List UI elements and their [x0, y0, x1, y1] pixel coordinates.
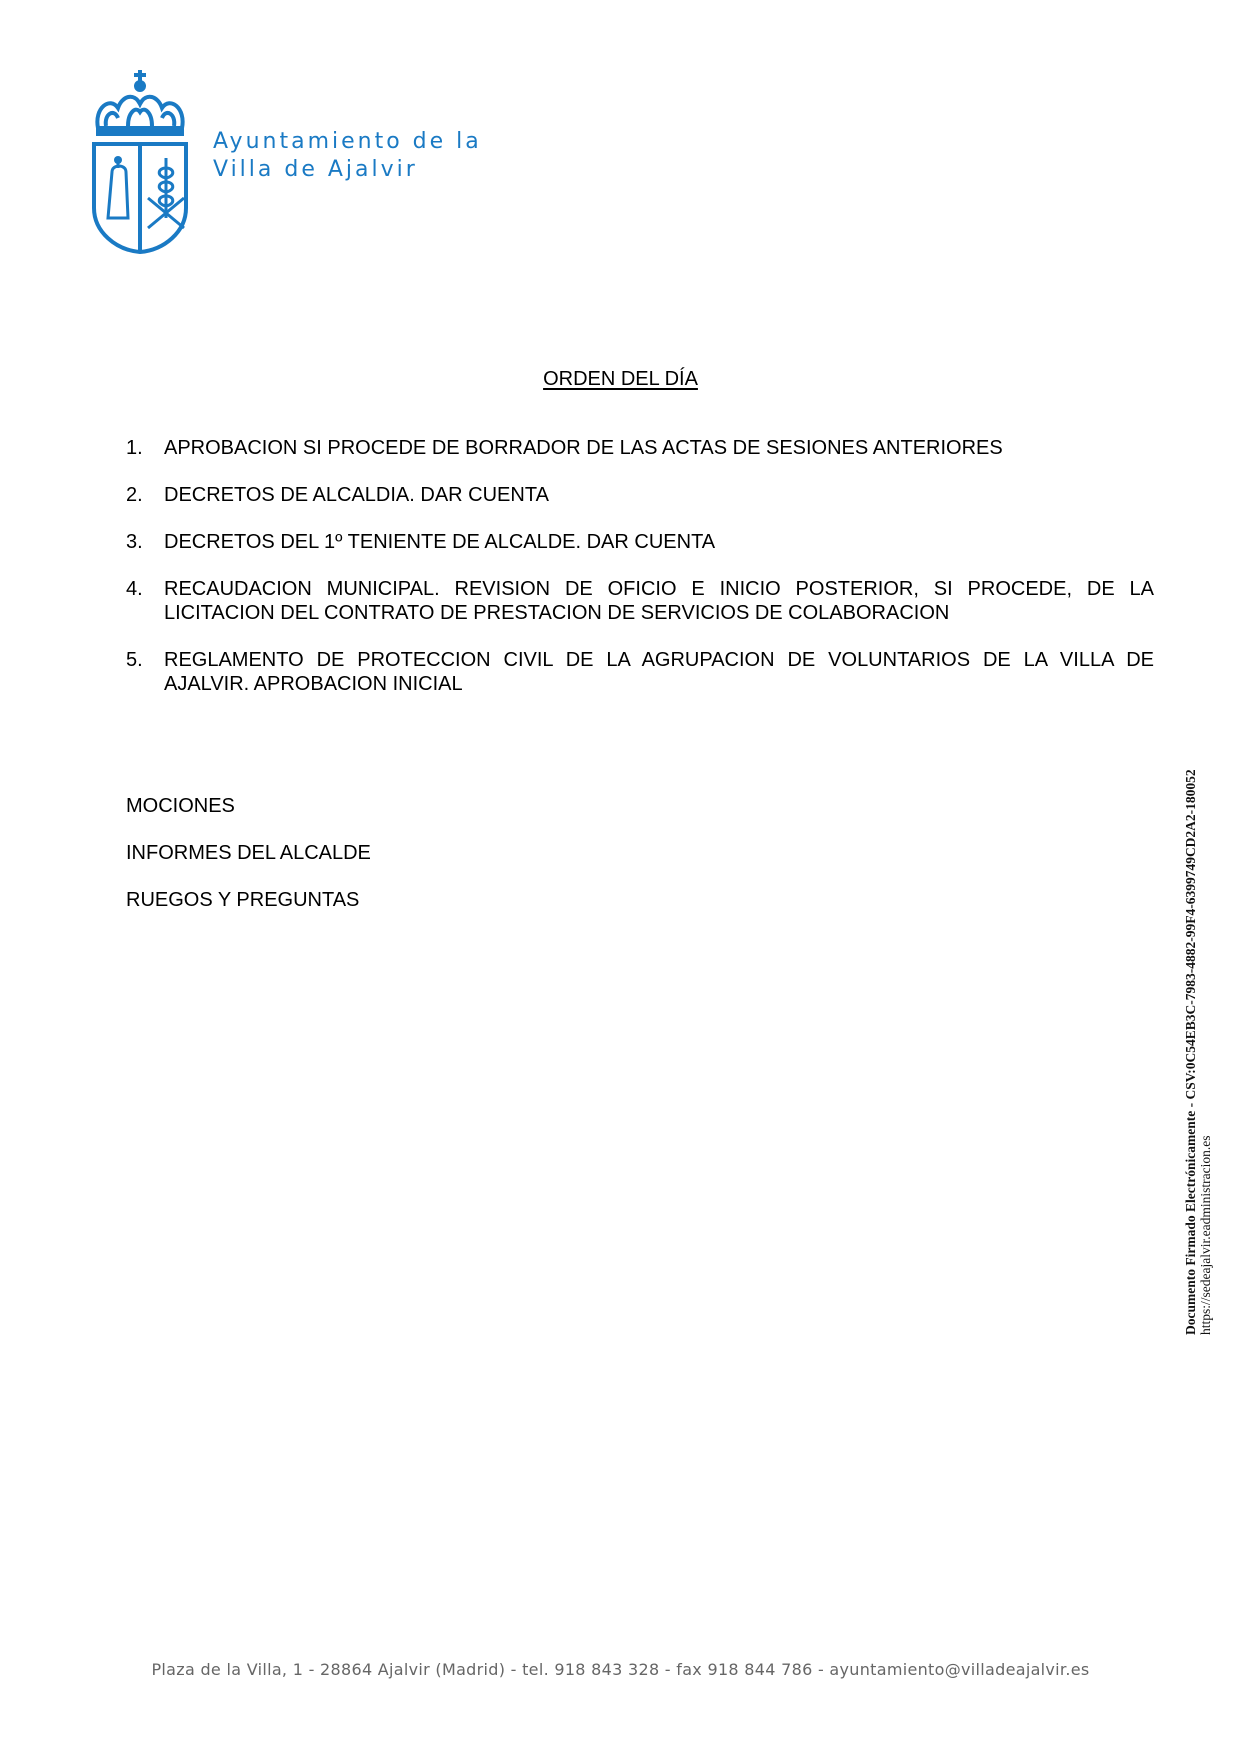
other-item: RUEGOS Y PREGUNTAS	[126, 889, 360, 911]
agenda-item-text: DECRETOS DEL 1º TENIENTE DE ALCALDE. DAR CUENTA	[164, 531, 716, 553]
agenda-item-text: APROBACION SI PROCEDE DE BORRADOR DE LAS ACTAS DE SESIONES ANTERIORES	[164, 437, 1003, 459]
agenda-item	[126, 436, 1154, 460]
agenda-item-number: 3.	[126, 531, 143, 553]
page-title: ORDEN DEL DÍA	[543, 368, 698, 390]
other-item: MOCIONES	[126, 795, 235, 817]
other-items-list	[126, 794, 371, 935]
other-item: INFORMES DEL ALCALDE	[126, 842, 371, 864]
agenda-item-number: 5.	[126, 649, 143, 671]
agenda-item-number: 2.	[126, 484, 143, 506]
agenda-item-text: DECRETOS DE ALCALDIA. DAR CUENTA	[164, 484, 549, 506]
signature-url: https://sedeajalvir.eadministracion.es	[1198, 1135, 1213, 1335]
agenda-item-number: 4.	[126, 578, 143, 600]
organization-name	[213, 128, 482, 184]
electronic-signature-note	[1183, 715, 1213, 1335]
agenda-item-text: REGLAMENTO DE PROTECCION CIVIL DE LA AGRUPACION DE VOLUNTARIOS DE LA VILLA DE AJALVIR. APROBACION INICIAL	[164, 649, 1154, 695]
agenda-item	[126, 648, 1154, 696]
agenda-item	[126, 577, 1154, 625]
signature-csv: Documento Firmado Electrónicamente - CSV:0C54EB3C-7983-4882-99F4-6399749CD2A2-180052	[1183, 769, 1198, 1335]
footer-contact: Plaza de la Villa, 1 - 28864 Ajalvir (Madrid) - tel. 918 843 328 - fax 918 844 786 - ayuntamiento@villadeajalvir.es	[151, 1660, 1090, 1679]
agenda-item-number: 1.	[126, 437, 143, 459]
agenda-list	[126, 436, 1154, 719]
coat-of-arms-icon	[88, 68, 192, 254]
agenda-item	[126, 483, 1154, 507]
agenda-item-text: RECAUDACION MUNICIPAL. REVISION DE OFICIO E INICIO POSTERIOR, SI PROCEDE, DE LA LICITACION DEL CONTRATO DE PRESTACION DE SERVICIOS DE COLABORACION	[164, 578, 1154, 624]
agenda-item	[126, 530, 1154, 554]
org-name-line1: Ayuntamiento de la	[213, 129, 482, 154]
org-name-line2: Villa de Ajalvir	[213, 157, 418, 182]
